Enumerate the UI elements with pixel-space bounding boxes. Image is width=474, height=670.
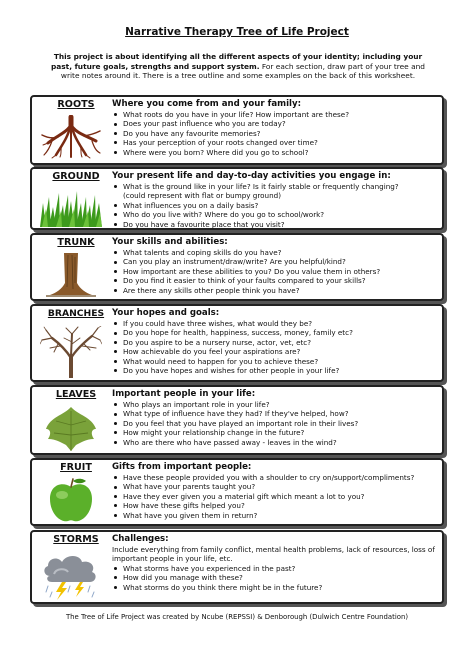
section-label: LEAVES <box>55 389 97 400</box>
section-heading: Your present life and day-to-day activities you engage in: <box>112 171 391 181</box>
list-item: Who are there who have passed away - leaves in the wind? <box>112 438 436 447</box>
list-item: Do you find it easier to think of your faults compared to your skills? <box>112 276 436 285</box>
list-item: How did you manage with these? <box>112 573 436 582</box>
section-trunk <box>30 233 444 301</box>
list-item: How achievable do you feel your aspirations are? <box>112 347 436 356</box>
list-item-continuation: (could represent with flat or bumpy ground) <box>123 191 282 201</box>
list-item: What talents and coping skills do you have? <box>112 248 436 257</box>
section-fruit <box>30 458 444 526</box>
section-roots <box>30 95 444 165</box>
list-item: How might your relationship change in the future? <box>112 428 436 437</box>
list-item: Do you have hopes and wishes for other people in your life? <box>112 366 436 375</box>
list-item: Does your past influence who you are today? <box>112 119 436 128</box>
list-item: What influences you on a daily basis? <box>112 201 436 210</box>
intro-normal: For each section, draw part of your tree and write notes around it. There is a tree outline and some examples on the back of this worksheet. <box>60 61 425 81</box>
list-item: Do you have a favourite place that you visit? <box>112 220 436 229</box>
section-content <box>112 462 436 520</box>
section-label: TRUNK <box>57 237 95 248</box>
storm-icon <box>40 552 102 600</box>
section-content <box>112 534 436 592</box>
list-item: What would need to happen for you to achieve these? <box>112 357 436 366</box>
question-list <box>112 319 436 375</box>
footer-credit: The Tree of Life Project was created by Ncube (REPSSI) & Denborough (Dulwich Centre Foundation) <box>65 613 409 621</box>
section-content <box>112 171 436 229</box>
list-item: What type of influence have they had? If they've helped, how? <box>112 409 436 418</box>
list-item: Has your perception of your roots changed over time? <box>112 138 436 147</box>
section-content <box>112 237 436 295</box>
list-item: Where were you born? Where did you go to school? <box>112 148 436 157</box>
list-item: Do you hope for health, happiness, success, money, family etc? <box>112 328 436 337</box>
intro-bold: This project is about identifying all the different aspects of your identity; including your past, future goals, strengths and support system. <box>51 52 423 71</box>
list-item: If you could have three wishes, what would they be? <box>112 319 436 328</box>
section-label: FRUIT <box>60 462 92 473</box>
question-list <box>112 564 436 592</box>
section-label: ROOTS <box>57 99 95 110</box>
section-heading: Important people in your life: <box>112 389 256 399</box>
list-item: How important are these abilities to you? Do you value them in others? <box>112 267 436 276</box>
list-item: Who plays an important role in your life? <box>112 400 436 409</box>
section-content <box>112 99 436 157</box>
section-storms <box>30 530 444 604</box>
section-label: STORMS <box>53 534 99 545</box>
list-item: Do you feel that you have played an important role in their lives? <box>112 419 436 428</box>
list-item: What is the ground like in your life? Is it fairly stable or frequently changing? <box>112 182 436 191</box>
list-item: What have your parents taught you? <box>112 482 436 491</box>
list-item: Do you aspire to be a nursery nurse, actor, vet, etc? <box>112 338 436 347</box>
question-list <box>112 473 436 520</box>
section-content <box>112 308 436 375</box>
intro-paragraph <box>44 52 432 81</box>
section-heading: Your hopes and goals: <box>112 308 220 318</box>
section-content <box>112 389 436 447</box>
trunk-icon <box>40 253 102 297</box>
grass-icon <box>40 189 102 227</box>
section-branches <box>30 304 444 382</box>
section-heading: Where you come from and your family: <box>112 99 302 109</box>
section-description: Include everything from family conflict, mental health problems, lack of resources, loss of important people in your life, etc. <box>112 545 435 564</box>
section-heading: Gifts from important people: <box>112 462 252 472</box>
list-item: Have these people provided you with a shoulder to cry on/support/compliments? <box>112 473 436 482</box>
question-list <box>112 110 436 157</box>
list-item: Are there any skills other people think you have? <box>112 286 436 295</box>
question-list <box>112 182 436 229</box>
page-title: Narrative Therapy Tree of Life Project <box>125 26 349 38</box>
section-leaves <box>30 385 444 455</box>
section-ground <box>30 167 444 230</box>
list-item: Have they ever given you a material gift which meant a lot to you? <box>112 492 436 501</box>
leaf-icon <box>40 405 102 453</box>
list-item: Do you have any favourite memories? <box>112 129 436 138</box>
list-item: What roots do you have in your life? How important are these? <box>112 110 436 119</box>
section-label: GROUND <box>52 171 100 182</box>
list-item: What have you given them in return? <box>112 511 436 520</box>
question-list <box>112 248 436 295</box>
list-item: Who do you live with? Where do you go to school/work? <box>112 210 436 219</box>
question-list <box>112 400 436 447</box>
list-item: What storms do you think there might be in the future? <box>112 583 436 592</box>
section-heading: Your skills and abilities: <box>112 237 228 247</box>
branches-icon <box>40 326 102 378</box>
section-label: BRANCHES <box>47 308 105 319</box>
list-item: Can you play an instrument/draw/write? Are you helpful/kind? <box>112 257 436 266</box>
roots-icon <box>40 115 102 159</box>
list-item: What storms have you experienced in the past? <box>112 564 436 573</box>
section-heading: Challenges: <box>112 534 169 544</box>
apple-icon <box>40 477 102 525</box>
list-item: How have these gifts helped you? <box>112 501 436 510</box>
